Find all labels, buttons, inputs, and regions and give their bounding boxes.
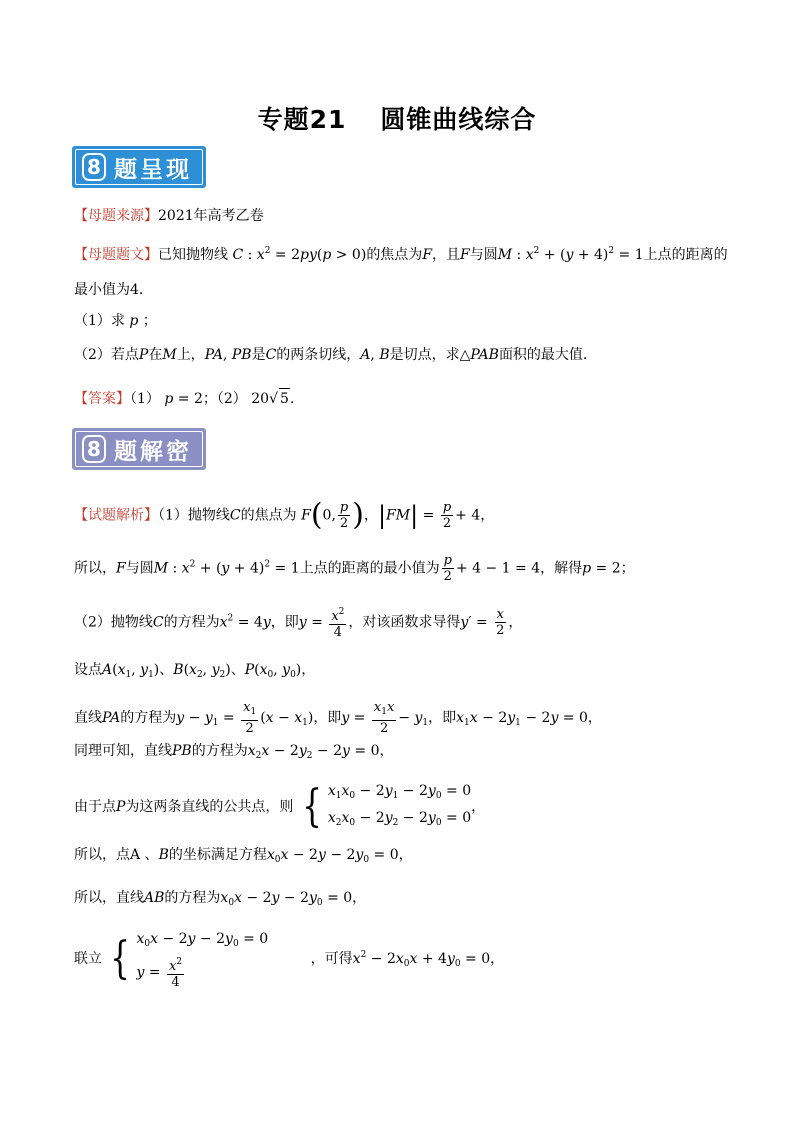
title-topic-number: 专题21: [257, 105, 347, 134]
page-title: [0, 100, 794, 136]
problem-statement-line2: 最小值为4．: [74, 282, 153, 298]
solution-line3: （2）抛物线C的方程为$x^2 = 4y$，即y = $\frac{x^2}{4}$ ，对该函数求导得y′ = $\frac{x}{2}$ ，: [74, 607, 523, 640]
solution-line6: 同理可知，直线PB的方程为$x_2x - 2y_2 - 2y = 0$，: [74, 743, 394, 761]
section-banner-solution: [72, 428, 206, 470]
solution-line1: 【试题解析】（1）抛物线C的焦点为 F(0, $\frac{p}{2}$ )，|FM| = $\frac{p}{2}$ + 4，: [74, 497, 495, 533]
solution-line2: 所以，F与圆M : $x^2 + (y + 4)^2 = 1$上点的距离的最小值为 $\frac{p}{2}$ + 4 − 1 = 4，解得p = 2；: [74, 553, 635, 584]
question-2: （2）若点P在M上，PA, PB是C的两条切线，A, B是切点，求△PAB面积的最大值．: [74, 347, 597, 363]
answer-line: 【答案】（1） p = 2；（2） 20√ 5.: [74, 388, 294, 409]
solution-line5: 直线PA的方程为$y - y_1$ = $\frac{x_1}{2}$ $(x - x_1)$，即y = $\frac{x_1x}{2}$ − $y_1$，即$x_1x - 2y_1 - 2y = 0$，: [74, 700, 602, 736]
section-banner-problem: [72, 146, 206, 188]
solution-line7: 由于点P为这两条直线的公共点，则 { $x_1x_0 - 2y_1 - 2y_0 = 0$ $x_2x_0 - 2y_2 - 2y_0 = 0$ ，: [74, 781, 486, 832]
problem-statement-line1: 【母题题文】已知抛物线 C : $x^2 = 2py(p > 0)$的焦点为F，且F与圆M : $x^2 + (y + 4)^2 = 1$上点的距离的: [74, 246, 728, 263]
question-1: （1）求 p ；: [74, 313, 157, 329]
banner-logo-icon: 8: [82, 435, 106, 463]
solution-line10: 联立 { $x_0x - 2y - 2y_0 = 0$ y = $\frac{x^2}{4}$ ，可得$x^2 - 2x_0x + 4y_0 = 0$，: [74, 931, 505, 990]
banner-text: 题解密: [114, 438, 192, 465]
title-topic-name: 圆锥曲线综合: [380, 105, 537, 134]
solution-line4: 设点$A(x_1$, $y_1$)、$B(x_2$, $y_2$)、$P(x_0$, $y_0$)，: [74, 662, 316, 680]
banner-logo-icon: 8: [82, 153, 106, 181]
banner-text: 题呈现: [114, 156, 192, 183]
solution-line9: 所以，直线AB的方程为$x_0x - 2y - 2y_0 = 0$，: [74, 890, 367, 908]
problem-source: 【母题来源】2021年高考乙卷: [74, 208, 264, 224]
solution-line8: 所以，点A 、B的坐标满足方程$x_0x - 2y - 2y_0 = 0$，: [74, 847, 413, 865]
